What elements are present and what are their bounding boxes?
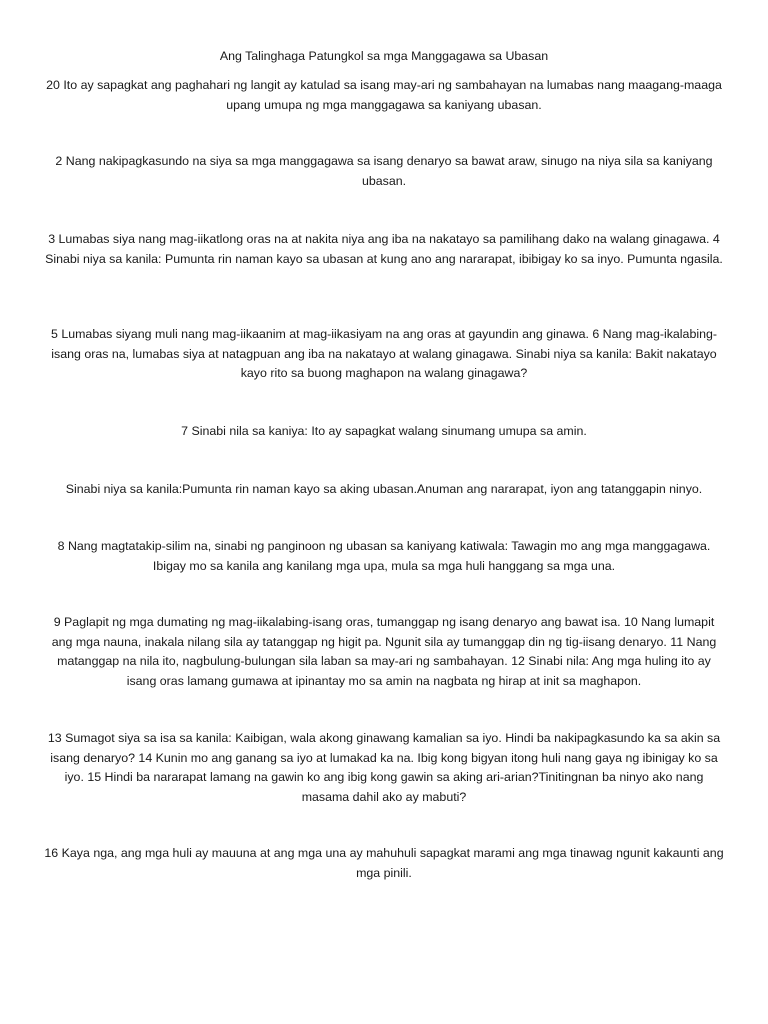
- paragraph-verse-13-15: 13 Sumagot siya sa isa sa kanila: Kaibigan, wala akong ginawang kamalian sa iyo. Hindi ba nakipagkasundo ka sa akin sa isang denaryo? 14 Kunin mo ang ganang sa iyo at lumakad ka na. Ibig kong bigyan itong huli nang gaya ng ibinigay ko sa iyo. 15 Hindi ba nararapat lamang na gawin ko ang ibig kong gawin sa aking ari-arian?Tinitingnan ba ninyo ako nang masama dahil ako ay mabuti?: [47, 731, 721, 804]
- paragraph-verse-3-4: 3 Lumabas siya nang mag-iikatlong oras na at nakita niya ang iba na nakatayo sa pamilihang dako na walang ginagawa. 4 Sinabi niya sa kanila: Pumunta rin naman kayo sa ubasan at kung ano ang nararapat, ibibigay ko sa inyo. Pumunta ngasila.: [45, 232, 723, 266]
- paragraph-verse-16: 16 Kaya nga, ang mga huli ay mauuna at ang mga una ay mahuhuli sapagkat marami ang mga tinawag ngunit kakaunti ang mga pinili.: [44, 846, 724, 880]
- paragraph-verse-7: 7 Sinabi nila sa kaniya: Ito ay sapagkat walang sinumang umupa sa amin.: [181, 424, 587, 438]
- paragraph-verse-2: 2 Nang nakipagkasundo na siya sa mga manggagawa sa isang denaryo sa bawat araw, sinugo na niya sila sa kaniyang ubasan.: [55, 154, 713, 188]
- paragraph-verse-5-6: 5 Lumabas siyang muli nang mag-iikaanim at mag-iikasiyam na ang oras at gayundin ang ginawa. 6 Nang mag-ikalabing-isang oras na, lumabas siya at natagpuan ang iba na nakatayo at walang ginagawa. Sinabi niya sa kanila: Bakit nakatayo kayo rito sa buong maghapon na walang ginagawa?: [50, 327, 718, 380]
- paragraph-verse-8: 8 Nang magtatakip-silim na, sinabi ng panginoon ng ubasan sa kaniyang katiwala: Tawagin mo ang mga manggagawa. Ibigay mo sa kanila ang kanilang mga upa, mula sa mga huli hanggang sa mga una.: [57, 539, 711, 573]
- paragraph-verse-9-12: 9 Paglapit ng mga dumating ng mag-iikalabing-isang oras, tumanggap ng isang denaryo ang bawat isa. 10 Nang lumapit ang mga nauna, inakala nilang sila ay tatanggap ng higit pa. Ngunit sila ay tumanggap din ng tig-iisang denaryo. 11 Nang matanggap na nila ito, nagbulung-bulungan sila laban sa may-ari ng sambahayan. 12 Sinabi nila: Ang mga huling ito ay isang oras lamang gumawa at ipinantay mo sa amin na nagbata ng hirap at init sa maghapon.: [51, 615, 717, 688]
- paragraph-verse-20: 20 Ito ay sapagkat ang paghahari ng langit ay katulad sa isang may-ari ng sambahayan na lumabas nang maagang-maaga upang umupa ng mga manggagawa sa kaniyang ubasan.: [46, 78, 722, 112]
- document-title: Ang Talinghaga Patungkol sa mga Manggagawa sa Ubasan: [219, 49, 549, 63]
- paragraph-verse-7b: Sinabi niya sa kanila:Pumunta rin naman kayo sa aking ubasan.Anuman ang nararapat, iyon ang tatanggapin ninyo.: [65, 482, 703, 496]
